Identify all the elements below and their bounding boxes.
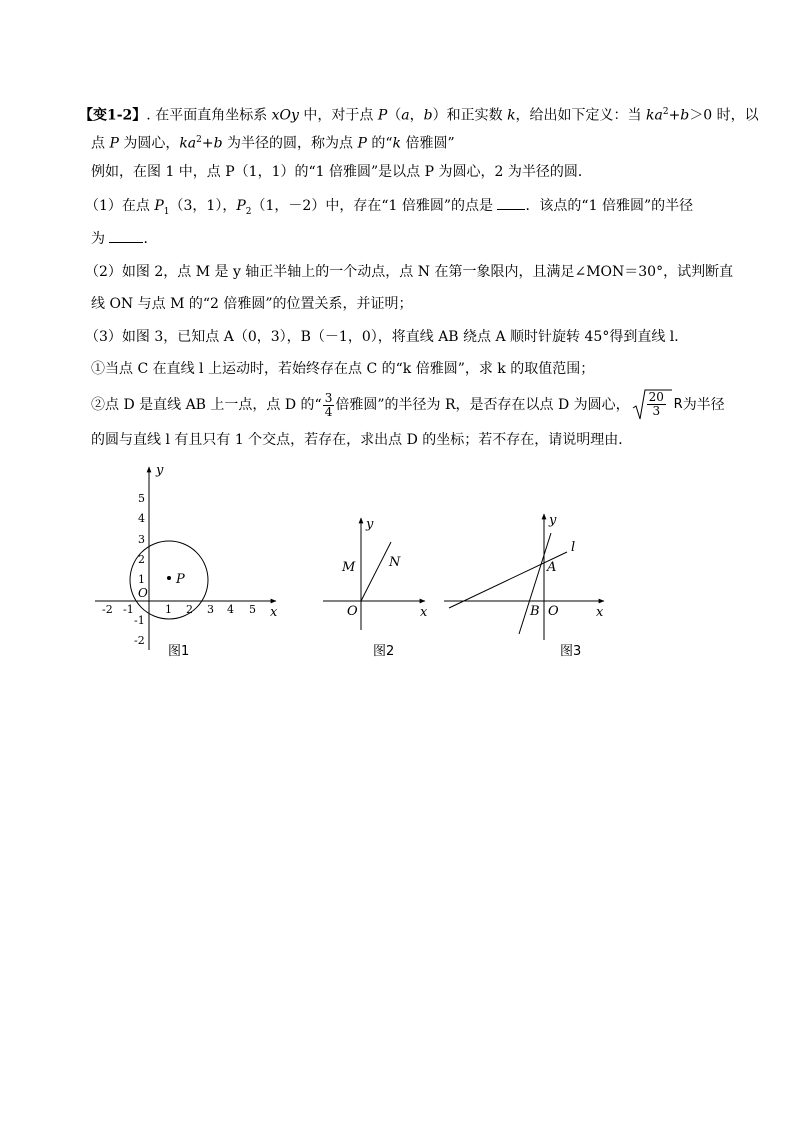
fig3-point-b-label: B: [530, 604, 540, 619]
fig3-y-label: y: [549, 513, 557, 528]
fig1-x-label: x: [270, 605, 278, 620]
fig1-point-p-dot: [167, 576, 171, 580]
fig2-origin-label: O: [347, 604, 358, 619]
fig3-line-l-label: l: [571, 540, 576, 555]
fig1-y-tick: -1: [134, 614, 145, 627]
figure-1: [95, 463, 278, 659]
text-segment: 的“: [366, 135, 393, 152]
text-segment: （1）在点: [85, 198, 155, 214]
math-b: b: [423, 107, 433, 124]
fig1-x-tick: 4: [227, 603, 234, 616]
fig1-x-tick: 1: [165, 603, 172, 616]
text-segment: 倍雅圆”的半径为 R，是否存在以点 D 为圆心，: [335, 397, 630, 413]
fig1-caption: 图1: [168, 644, 190, 659]
text-segment: ）和正实数: [432, 107, 508, 124]
fig2-ray-on: [361, 542, 391, 601]
fig1-y-tick: 3: [138, 533, 145, 546]
math-p: P: [357, 135, 367, 152]
text-segment: （3，1），: [169, 198, 237, 214]
math-sup: 2: [196, 135, 202, 145]
text-segment: ．: [143, 231, 158, 247]
fig3-caption: 图3: [560, 644, 582, 659]
fraction-denominator: 4: [324, 404, 333, 419]
fig1-x-tick: 2: [186, 603, 193, 616]
math-plus-b: +b: [668, 107, 690, 124]
text-segment: 倍雅圆”: [401, 135, 455, 152]
problem-line-6: （2）如图 2，点 M 是 y 轴正半轴上的一个动点，点 N 在第一象限内，且满足∠MON＝30°，试判断直: [85, 264, 734, 280]
math-r: R: [673, 397, 683, 412]
fig1-x-tick: -2: [102, 603, 113, 616]
fig1-origin-label: O: [138, 586, 148, 600]
fig1-x-tick: 5: [249, 603, 256, 616]
fig3-x-label: x: [596, 605, 604, 620]
text-segment: ，给出如下定义：当: [515, 107, 646, 124]
math-sub: 2: [245, 206, 252, 217]
problem-tag: 【变1-2】: [79, 107, 147, 124]
math-p2: P: [236, 198, 246, 214]
fraction-numerator: 3: [324, 390, 333, 405]
fig3-point-a-label: A: [547, 560, 557, 575]
fig2-caption: 图2: [373, 644, 395, 659]
fig2-point-m-label: M: [342, 560, 356, 575]
fig2-point-n-label: N: [389, 555, 401, 570]
fraction-numerator: 20: [648, 390, 664, 404]
text-segment: 为半径: [682, 397, 725, 413]
fig1-y-tick: 5: [138, 492, 145, 505]
text-segment: ②点 D 是直线 AB 上一点，点 D 的“: [91, 397, 322, 413]
math-k: k: [392, 135, 402, 152]
math-a: a: [401, 107, 410, 124]
fig1-y-tick: 2: [138, 553, 145, 566]
math-plus-b: +b: [201, 135, 223, 152]
text-segment: 点: [91, 135, 110, 152]
fig1-y-tick: 1: [138, 573, 145, 586]
fraction-denominator: 3: [652, 404, 661, 418]
fig1-x-tick: -1: [123, 603, 134, 616]
problem-line-3: 例如，在图 1 中，点 P（1，1）的“1 倍雅圆”是以点 P 为圆心，2 为半径的圆．: [91, 164, 592, 180]
problem-line-11: 的圆与直线 l 有且只有 1 个交点，若存在，求出点 D 的坐标；若不存在，请说明理由．: [91, 432, 633, 448]
math-xoy: xOy: [271, 107, 299, 124]
figure-3: [444, 513, 604, 659]
problem-line-7: 线 ON 与点 M 的“2 倍雅圆”的位置关系，并证明；: [91, 296, 413, 312]
fig1-x-tick: 3: [207, 603, 214, 616]
problem-line-8: （3）如图 3，已知点 A（0，3），B（－1，0），将直线 AB 绕点 A 顺时针旋转 45°得到直线 l．: [85, 329, 689, 345]
fig3-origin-label: O: [548, 604, 559, 619]
text-segment: （1，－2）中，存在“1 倍雅圆”的点是: [251, 198, 498, 214]
fig1-y-tick: 4: [138, 512, 145, 525]
text-segment: 为圆心，: [118, 135, 180, 152]
text-segment: 为半径的圆，称为点: [222, 135, 358, 152]
text-segment: . 在平面直角坐标系: [146, 107, 272, 124]
problem-line-9: ①当点 C 在直线 l 上运动时，若始终存在点 C 的“k 倍雅圆”，求 k 的取值范围；: [91, 361, 595, 377]
text-segment: 为: [91, 231, 110, 247]
text-segment: （: [387, 107, 402, 124]
fig1-y-label: y: [156, 463, 164, 478]
math-p: P: [109, 135, 119, 152]
text-segment: ，: [409, 107, 424, 124]
fig2-x-label: x: [420, 605, 428, 620]
math-sup: 2: [662, 107, 669, 117]
math-p1: P: [154, 198, 164, 214]
math-p: P: [377, 107, 388, 124]
math-sub: 1: [163, 206, 170, 217]
fig1-y-tick: -2: [134, 634, 145, 647]
fig1-point-p-label: P: [176, 572, 185, 587]
math-ka: ka: [646, 107, 663, 124]
text-segment: ．该点的“1 倍雅圆”的半径: [525, 198, 694, 214]
figure-2: [323, 517, 428, 659]
text-segment: 中，对于点: [298, 107, 378, 124]
fig2-y-label: y: [366, 517, 374, 532]
math-ka: ka: [179, 135, 197, 152]
text-segment: ＞0 时，以: [689, 107, 759, 124]
math-k: k: [507, 107, 516, 124]
